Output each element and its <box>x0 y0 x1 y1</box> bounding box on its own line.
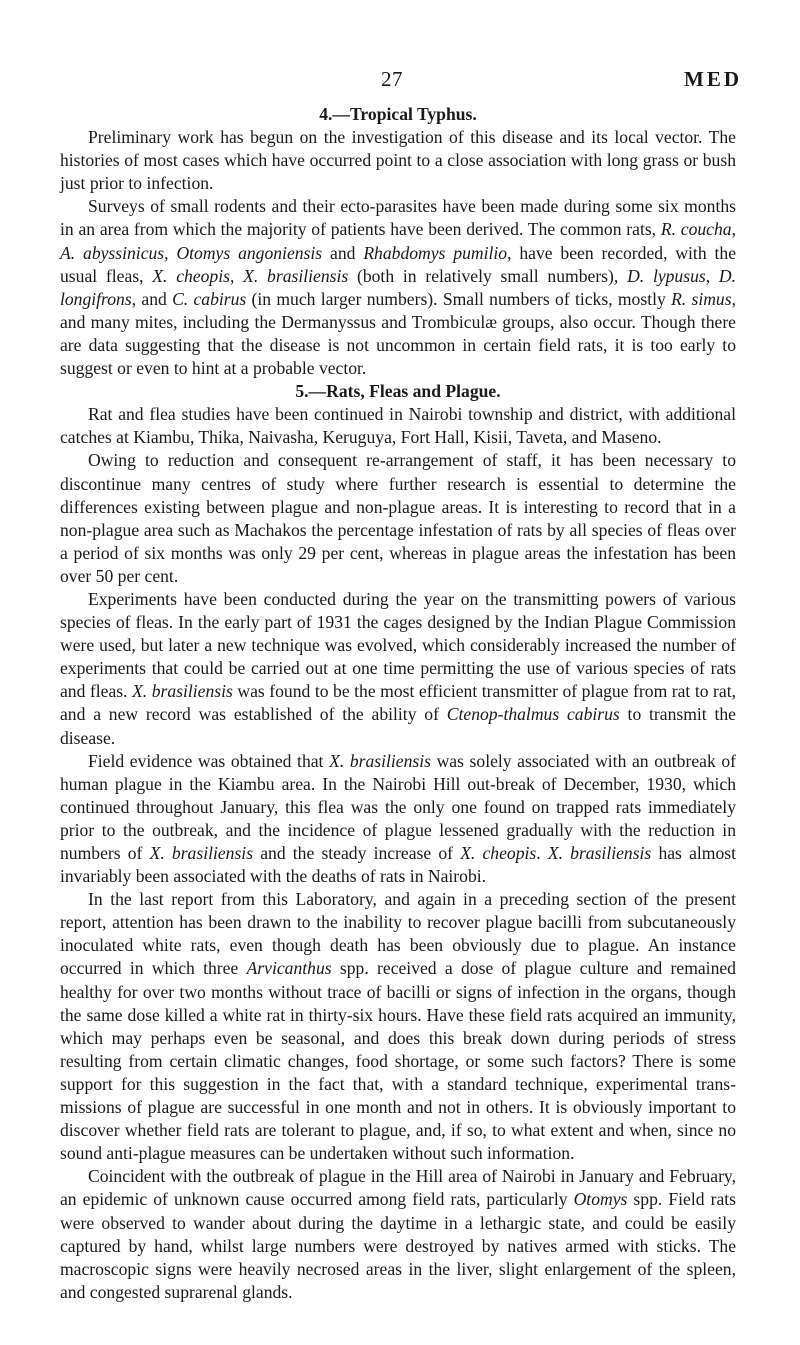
paragraph <box>60 888 736 1165</box>
page-number: 27 <box>381 67 403 91</box>
paragraph <box>60 750 736 889</box>
species-name: X. brasiliensis <box>132 681 233 702</box>
species-name: R. simus <box>671 288 732 309</box>
paragraph <box>60 588 736 750</box>
text-run: and the steady increase of <box>253 843 461 863</box>
document-body <box>60 103 736 1304</box>
text-run: In the last report from this Laboratory, and again in a preceding section of the present report, attention has been drawn to the inability to recover plague bacilli from subcutaneously inoculated white rats, even though death has been obviously due to plague. An instance occurred in which three <box>60 889 736 979</box>
species-name: Arvicanthus <box>246 958 332 979</box>
paragraph <box>60 195 736 380</box>
species-name: C. cabirus <box>172 288 247 309</box>
species-name: Otomys <box>573 1189 628 1210</box>
text-run: spp. Field rats were observed to wander about during the daytime in a lethargic state, and could be easily captured by hand, whilst large numbers were destroyed by natives armed with sticks. The macroscopic signs were heavily necrosed areas in the liver, slight enlargement of the spleen, and congested suprarenal glands. <box>60 1189 736 1302</box>
text-run: . <box>536 843 548 863</box>
page-header <box>0 67 800 97</box>
text-run: Preliminary work has begun on the investigation of this disease and its local vector. The histories of most cases which have occurred point to a close association with long grass or bush just prior to infection. <box>60 127 736 194</box>
section-title: 4.—Tropical Typhus. <box>319 104 477 124</box>
species-name: R. coucha <box>660 219 732 240</box>
species-name: D. lypusus <box>627 265 706 286</box>
species-name: X. brasiliensis <box>243 265 349 286</box>
text-run: (both in relatively small numbers), <box>348 265 628 286</box>
text-run: was solely associated with an outbreak of human plague in the Kiambu area. In the Nairobi Hill out-break of December, 1930, which continued throughout January, this flea was the only one found on trapped rats immediately prior to the outbreak, and the incidence of plague lessened gradually with the reduction in numbers of <box>60 750 737 863</box>
text-run: , <box>705 265 719 286</box>
section-tropical-typhus <box>60 103 736 380</box>
text-run: , <box>731 219 736 240</box>
text-run: Rat and flea studies have been continued in Nairobi township and district, with additional catches at Kiambu, Thika, Naivasha, Keruguya, Fort Hall, Kisii, Taveta, and Maseno. <box>60 404 736 448</box>
paragraph <box>60 1165 736 1304</box>
text-run: Field evidence was obtained that <box>88 750 330 771</box>
species-name: Otomys angoniensis <box>176 242 323 263</box>
section-rats-fleas-plague <box>60 380 736 1304</box>
text-run: spp. received a dose of plague culture and remained healthy for over two months without trace of bacilli or signs of infection in the organs, though the same dose killed a white rat in thirty-six hours. Have these field rats acquired an immunity, which may perhaps even be seasonal, and does this break down during periods of stress resulting from certain climatic changes, food shortage, or some such factors? There is some support for this suggestion in the fact that, with a standard technique, experimental trans-missions of plague are successful in one month and not in others. It is obviously important to discover whether field rats are tolerant to plague, and, if so, to what extent and when, since no sound anti-plague measures can be undertaken without such information. <box>60 958 736 1164</box>
text-run: Coincident with the outbreak of plague in the Hill area of Nairobi in January and February, an epidemic of unknown cause occurred among field rats, particularly <box>60 1166 736 1210</box>
text-run: Surveys of small rodents and their ecto-parasites have been made during some six months in an area from which the majority of patients have been derived. The common rats, <box>60 196 736 240</box>
species-name: X. cheopis <box>460 843 537 863</box>
species-name: X. brasiliensis <box>329 750 431 771</box>
species-name: A. abyssinicus <box>60 242 165 263</box>
paragraph <box>60 403 736 449</box>
species-name: X. brasiliensis <box>149 843 254 863</box>
text-run: Experiments have been conducted during the year on the transmitting powers of various species of fleas. In the early part of 1931 the cages designed by the Indian Plague Commission were used, but later a new technique was evolved, which considerably increased the number of experiments that could be carried out at one time permitting the use of various species of rats and fleas. <box>60 588 736 702</box>
text-run: has almost invariably been associated with the deaths of rats in Nairobi. <box>60 843 736 887</box>
text-run: , <box>164 242 177 263</box>
species-name: Ctenop-thalmus cabirus <box>446 704 620 725</box>
text-run: (in much larger numbers). Small numbers of ticks, mostly <box>246 288 672 309</box>
text-run: , have been recorded, with the usual fleas, <box>60 242 736 286</box>
species-name: D. longifrons <box>60 265 737 309</box>
paragraph <box>60 126 736 195</box>
text-run: , and many mites, including the Dermanyssus and Trombiculæ groups, also occur. Though there are data suggesting that the disease is not uncommon in certain field rats, it is too early to suggest or even to hint at a probable vector. <box>60 288 736 379</box>
text-run: and <box>322 242 364 263</box>
text-run: , and <box>131 288 173 309</box>
text-run: was found to be the most efficient transmitter of plague from rat to rat, and a new record was established of the ability of <box>60 681 736 725</box>
section-code: MED <box>684 67 742 91</box>
text-run: , <box>229 265 244 286</box>
species-name: X. brasiliensis <box>547 843 652 863</box>
species-name: X. cheopis <box>152 265 230 286</box>
section-title: 5.—Rats, Fleas and Plague. <box>295 381 501 402</box>
paragraph <box>60 449 736 588</box>
species-name: Rhabdomys pumilio <box>363 242 508 263</box>
text-run: Owing to reduction and consequent re-arrangement of staff, it has been necessary to discontinue many centres of study where further research is essential to determine the differences existing between plague and non-plague areas. It is interesting to record that in a non-plague area such as Machakos the percentage infestation of rats by all species of fleas over a period of six months was only 29 per cent, whereas in plague areas the infestation has been over 50 per cent. <box>60 450 736 586</box>
text-run: to transmit the disease. <box>60 704 736 748</box>
